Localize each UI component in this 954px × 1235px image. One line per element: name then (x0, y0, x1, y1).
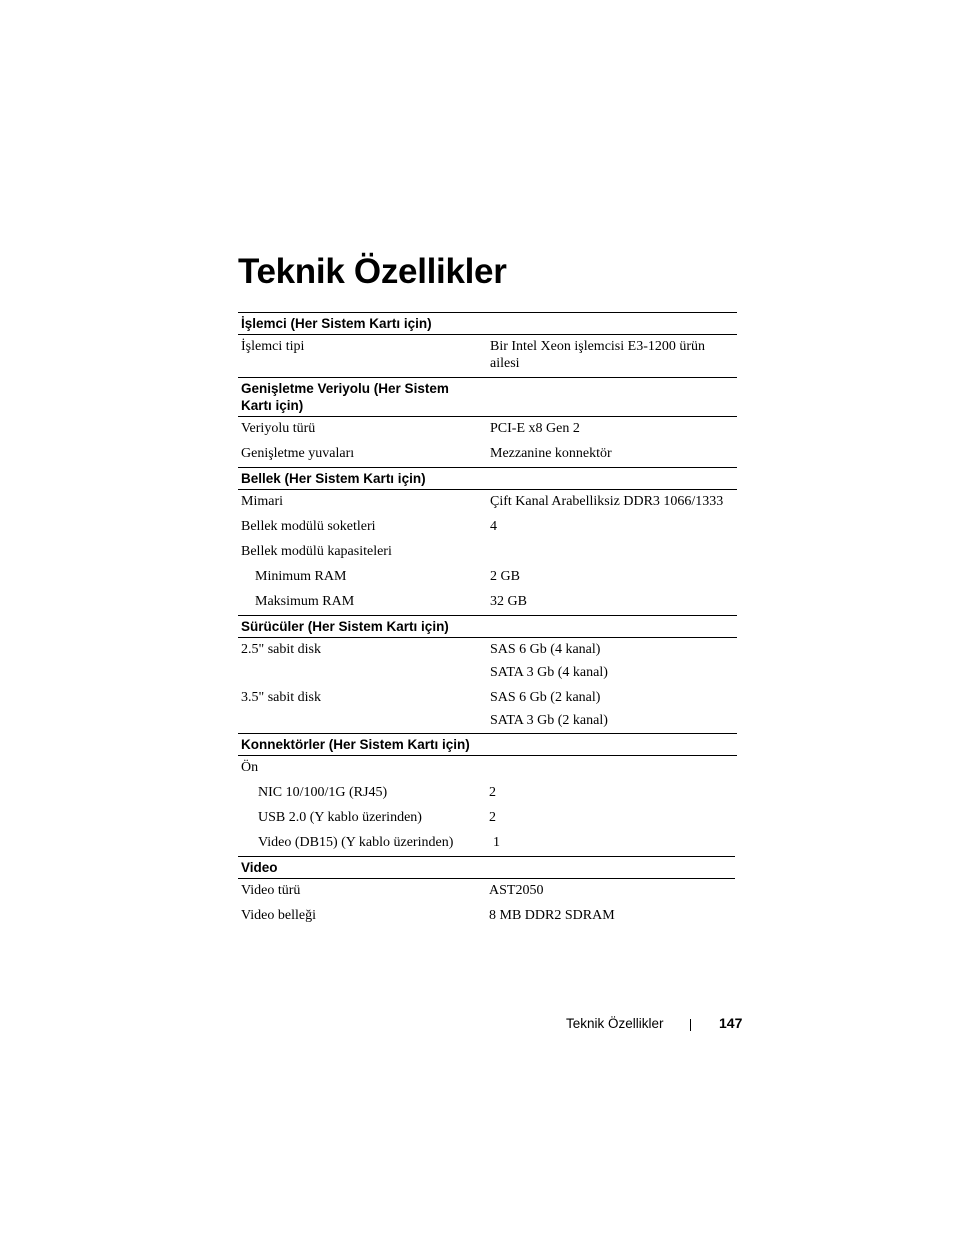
table-row (238, 756, 737, 781)
row-label: Video türü (241, 883, 301, 898)
row-value: SATA 3 Gb (4 kanal) (490, 665, 608, 680)
table-row (238, 661, 737, 686)
row-label: Mimari (241, 494, 283, 509)
row-value: Mezzanine konnektör (490, 446, 612, 461)
table-row (238, 781, 737, 806)
row-value: Bir Intel Xeon işlemcisi E3-1200 ürün ailesi (490, 339, 706, 371)
row-value: SAS 6 Gb (2 kanal) (490, 690, 601, 705)
section-heading-text: İşlemci (Her Sistem Kartı için) (241, 316, 432, 331)
row-value: 32 GB (490, 594, 527, 609)
row-label: Bellek modülü soketleri (241, 519, 376, 534)
section-heading-text: Video (241, 860, 278, 875)
section-heading-processor (238, 312, 737, 335)
row-value: 2 (489, 810, 496, 825)
table-row (238, 904, 737, 929)
section-heading-video (238, 856, 735, 879)
section-heading-drives (238, 615, 737, 638)
row-label: Minimum RAM (255, 569, 347, 584)
row-value: PCI-E x8 Gen 2 (490, 421, 580, 436)
section-heading-connectors (238, 733, 737, 756)
section-heading-text: Bellek (Her Sistem Kartı için) (241, 471, 426, 486)
row-value: AST2050 (489, 883, 544, 898)
row-label: Veriyolu türü (241, 421, 316, 436)
section-heading-text: Genişletme Veriyolu (Her Sistem Kartı için) (241, 381, 449, 413)
table-row (238, 515, 737, 540)
section-heading-memory (238, 467, 737, 490)
table-row (238, 831, 737, 856)
row-value: 4 (490, 519, 497, 534)
row-label: 3.5" sabit disk (241, 690, 321, 705)
table-row (238, 879, 737, 904)
row-label: Maksimum RAM (255, 594, 355, 609)
row-label: 2.5" sabit disk (241, 642, 321, 657)
row-label: Genişletme yuvaları (241, 446, 355, 461)
table-row (238, 417, 737, 442)
table-row (238, 442, 737, 467)
row-value: Çift Kanal Arabelliksiz DDR3 1066/1333 (490, 494, 724, 509)
footer-title: Teknik Özellikler (566, 1016, 664, 1031)
row-value: SAS 6 Gb (4 kanal) (490, 642, 601, 657)
section-heading-text: Konnektörler (Her Sistem Kartı için) (241, 737, 470, 752)
table-row (238, 590, 737, 615)
page-number: 147 (719, 1015, 743, 1031)
row-label: USB 2.0 (Y kablo üzerinden) (258, 810, 422, 825)
table-row (238, 709, 737, 733)
footer-separator (690, 1019, 691, 1031)
row-value: 1 (493, 835, 500, 850)
row-value: 2 (489, 785, 496, 800)
row-label: İşlemci tipi (241, 339, 305, 354)
row-value: 8 MB DDR2 SDRAM (489, 908, 615, 923)
row-label: Video (DB15) (Y kablo üzerinden) (258, 835, 454, 850)
table-row (238, 565, 737, 590)
table-row (238, 686, 737, 709)
section-heading-expansion-bus (238, 377, 737, 417)
table-row (238, 806, 737, 831)
row-value: 2 GB (490, 569, 520, 584)
row-label: Ön (241, 760, 259, 775)
table-row (238, 490, 737, 515)
table-row (238, 638, 737, 661)
page-footer (0, 1015, 954, 1035)
row-label: NIC 10/100/1G (RJ45) (258, 785, 388, 800)
spec-table (238, 312, 737, 929)
table-row (238, 335, 737, 377)
row-label: Video belleği (241, 908, 316, 923)
table-row (238, 540, 737, 565)
page-title: Teknik Özellikler (238, 252, 507, 291)
section-heading-text: Sürücüler (Her Sistem Kartı için) (241, 619, 449, 634)
row-value: SATA 3 Gb (2 kanal) (490, 713, 608, 728)
row-label: Bellek modülü kapasiteleri (241, 544, 392, 559)
